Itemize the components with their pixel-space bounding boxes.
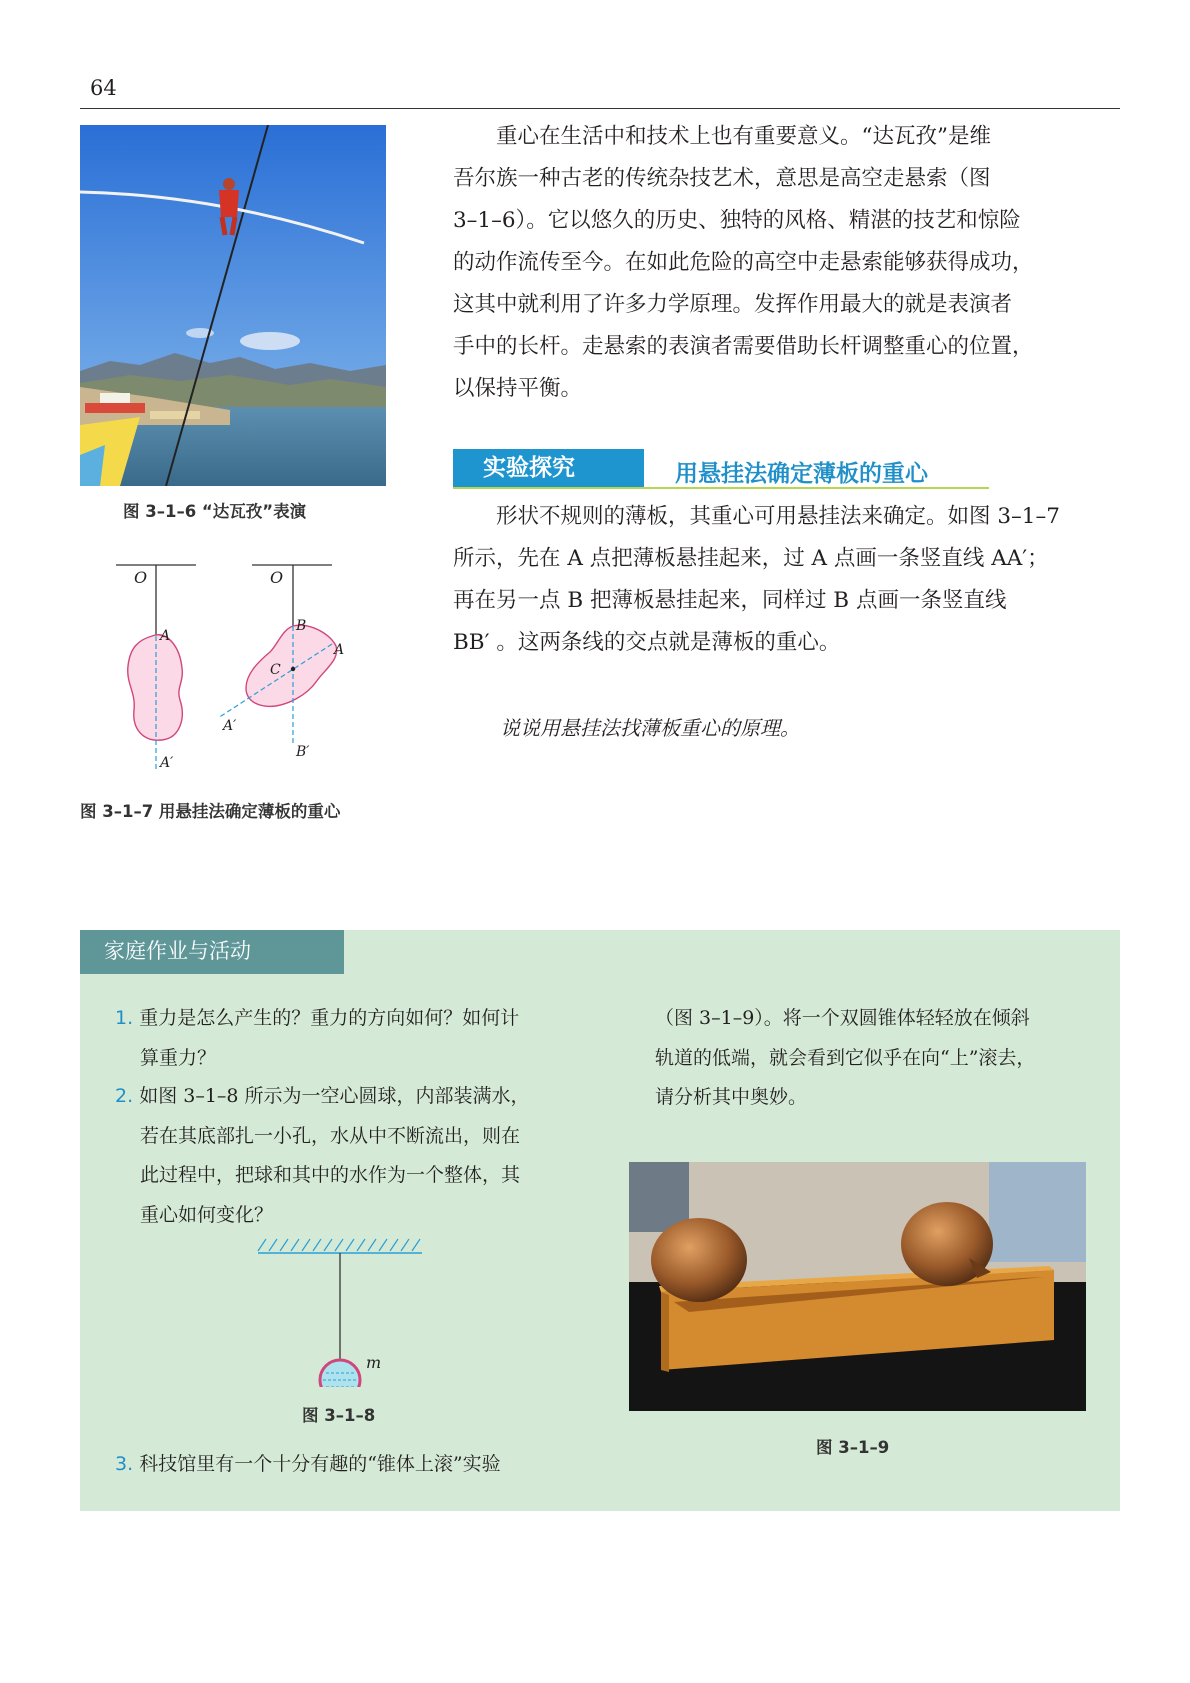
experiment-underline xyxy=(453,487,989,489)
homework-tab-rule xyxy=(80,972,344,974)
figure-caption: 图 3–1–8 xyxy=(302,1406,376,1425)
think-prompt: 说说用悬挂法找薄板重心的原理。 xyxy=(500,716,800,740)
question-2 xyxy=(115,1077,575,1235)
text-line: 的动作流传至今。在如此危险的高空中走悬索能够获得成功， xyxy=(453,250,1034,275)
text-line: 以保持平衡。 xyxy=(453,376,583,401)
mass-label: m xyxy=(366,1353,382,1372)
point-label: O xyxy=(270,568,284,587)
double-cone-photo xyxy=(629,1162,1086,1411)
intro-paragraph xyxy=(453,116,1118,410)
figure-caption: 图 3–1–9 xyxy=(816,1438,890,1457)
text-line: 请分析其中奥妙。 xyxy=(655,1086,808,1108)
text-line: 重力是怎么产生的？重力的方向如何？如何计 xyxy=(139,1007,520,1029)
question-number: 1. xyxy=(115,1007,134,1029)
text-line: 算重力？ xyxy=(140,1046,217,1069)
experiment-paragraph xyxy=(453,496,1118,664)
text-line: 重心在生活中和技术上也有重要意义。“达瓦孜”是维 xyxy=(496,124,991,149)
question-number: 2. xyxy=(115,1085,134,1107)
point-label: B xyxy=(296,618,307,634)
text-line: （图 3–1–9）。将一个双圆锥体轻轻放在倾斜 xyxy=(655,1007,1030,1029)
homework-tab xyxy=(80,930,344,972)
question-1 xyxy=(115,999,575,1078)
experiment-title: 用悬挂法确定薄板的重心 xyxy=(675,461,928,487)
text-line: 科技馆里有一个十分有趣的“锥体上滚”实验 xyxy=(139,1453,501,1475)
header-rule xyxy=(80,108,1120,109)
text-line: 重心如何变化？ xyxy=(140,1203,274,1226)
question-number: 3. xyxy=(115,1453,134,1475)
text-line: 所示，先在 A 点把薄板悬挂起来，过 A 点画一条竖直线 AA′； xyxy=(453,546,1049,571)
text-line: 若在其底部扎一小孔，水从中不断流出，则在 xyxy=(140,1124,521,1147)
text-line: 轨道的低端，就会看到它似乎在向“上”滚去， xyxy=(655,1046,1036,1069)
text-line: 这其中就利用了许多力学原理。发挥作用最大的就是表演者 xyxy=(453,292,1013,317)
figure-caption: 图 3–1–7 用悬挂法确定薄板的重心 xyxy=(80,802,341,821)
hollow-sphere-diagram xyxy=(250,1235,430,1387)
text-line: 再在另一点 B 把薄板悬挂起来，同样过 B 点画一条竖直线 xyxy=(453,588,1007,613)
page-number: 64 xyxy=(90,76,117,100)
point-label: A xyxy=(160,628,171,644)
text-line: BB′ 。这两条线的交点就是薄板的重心。 xyxy=(453,630,841,655)
point-label: C xyxy=(270,662,281,678)
homework-tab-label: 家庭作业与活动 xyxy=(104,939,251,963)
tightrope-photo xyxy=(80,125,386,486)
figure-caption: 图 3–1–6 “达瓦孜”表演 xyxy=(123,502,307,521)
text-line: 3–1–6）。它以悠久的历史、独特的风格、精湛的技艺和惊险 xyxy=(453,208,1021,233)
point-label: A′ xyxy=(223,718,237,734)
text-line: 如图 3–1–8 所示为一空心圆球，内部装满水， xyxy=(139,1085,530,1107)
text-line: 吾尔族一种古老的传统杂技艺术，意思是高空走悬索（图 xyxy=(453,166,991,191)
point-label: B′ xyxy=(296,744,310,760)
suspension-diagram xyxy=(110,558,350,780)
point-label: A′ xyxy=(160,755,174,771)
experiment-label-text: 实验探究 xyxy=(483,455,575,481)
text-line: 形状不规则的薄板，其重心可用悬挂法来确定。如图 3–1–7 xyxy=(496,504,1060,529)
point-label: A xyxy=(334,642,345,658)
text-line: 此过程中，把球和其中的水作为一个整体，其 xyxy=(140,1164,521,1186)
experiment-label xyxy=(453,449,644,488)
question-3 xyxy=(115,1445,595,1485)
text-line: 手中的长杆。走悬索的表演者需要借助长杆调整重心的位置， xyxy=(453,334,1034,359)
point-label: O xyxy=(134,568,148,587)
question-3-continued xyxy=(655,999,1115,1118)
